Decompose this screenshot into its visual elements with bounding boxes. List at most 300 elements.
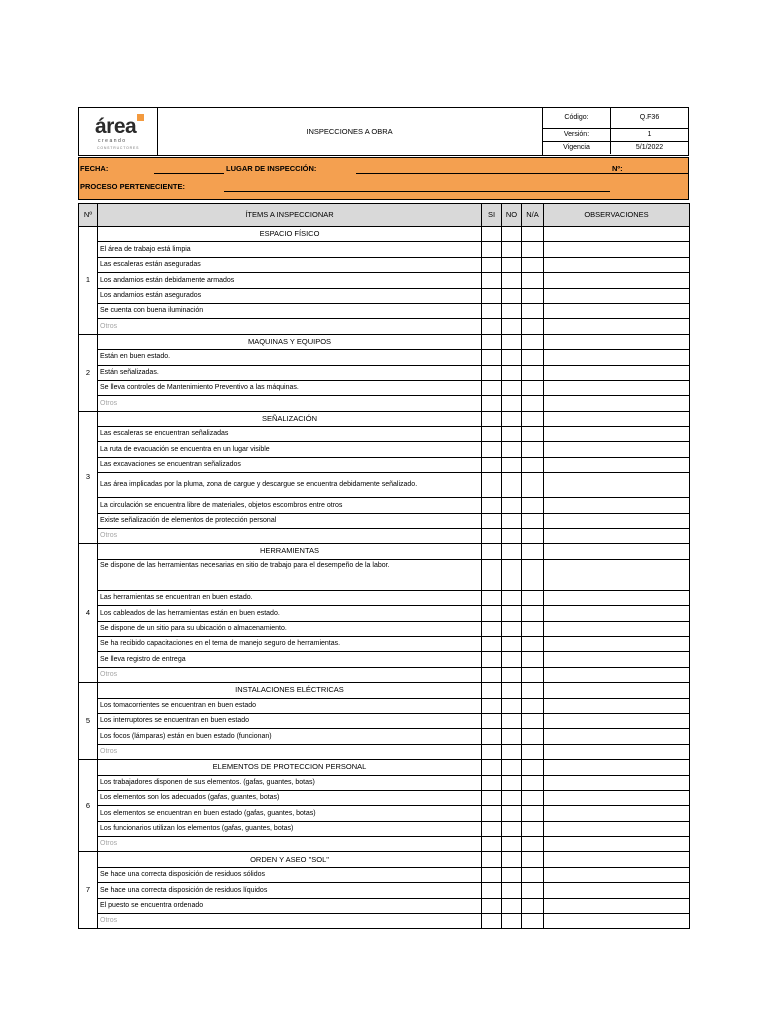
table-row xyxy=(79,442,690,457)
table-row xyxy=(79,713,690,728)
item-text: Están en buen estado. xyxy=(98,350,482,365)
na-cell[interactable] xyxy=(522,852,544,867)
si-cell[interactable] xyxy=(482,227,502,242)
na-cell[interactable] xyxy=(522,442,544,457)
no-cell[interactable] xyxy=(502,821,522,836)
logo-wordmark: área xyxy=(95,115,137,138)
table-row xyxy=(79,242,690,257)
table-row xyxy=(79,273,690,288)
obs-cell[interactable] xyxy=(544,427,690,442)
item-text: Las área implicadas por la pluma, zona de cargue y descargue se encuentra debidamente señalizado. xyxy=(98,473,482,498)
no-cell[interactable] xyxy=(502,442,522,457)
item-text: Se hace una correcta disposición de residuos líquidos xyxy=(98,883,482,898)
section-title: MAQUINAS Y EQUIPOS xyxy=(98,334,482,349)
otros-row xyxy=(79,396,690,411)
table-row xyxy=(79,652,690,667)
logo-subtitle: CONSTRUCTORES xyxy=(97,146,140,150)
item-text: Se dispone de un sitio para su ubicación o almacenamiento. xyxy=(98,621,482,636)
si-cell[interactable] xyxy=(482,775,502,790)
obs-cell[interactable] xyxy=(544,227,690,242)
si-cell[interactable] xyxy=(482,914,502,929)
si-cell[interactable] xyxy=(482,713,502,728)
obs-cell[interactable] xyxy=(544,898,690,913)
item-text: Se lleva controles de Mantenimiento Preventivo a las máquinas. xyxy=(98,380,482,395)
obs-cell[interactable] xyxy=(544,806,690,821)
si-cell[interactable] xyxy=(482,411,502,426)
col-header-items: ÍTEMS A INSPECCIONAR xyxy=(98,204,482,227)
no-cell[interactable] xyxy=(502,914,522,929)
na-cell[interactable] xyxy=(522,698,544,713)
no-cell[interactable] xyxy=(502,775,522,790)
item-text: Las herramientas se encuentran en buen estado. xyxy=(98,590,482,605)
table-row xyxy=(79,636,690,651)
table-row xyxy=(79,606,690,621)
si-cell[interactable] xyxy=(482,698,502,713)
obs-cell[interactable] xyxy=(544,837,690,852)
si-cell[interactable] xyxy=(482,303,502,318)
no-cell[interactable] xyxy=(502,365,522,380)
si-cell[interactable] xyxy=(482,242,502,257)
si-cell[interactable] xyxy=(482,883,502,898)
item-text: La ruta de evacuación se encuentra en un lugar visible xyxy=(98,442,482,457)
obs-cell[interactable] xyxy=(544,852,690,867)
na-cell[interactable] xyxy=(522,544,544,559)
na-cell[interactable] xyxy=(522,898,544,913)
logo-tagline: creando xyxy=(98,138,127,144)
item-text: Se dispone de las herramientas necesarias en sitio de trabajo para el desempeño de la labor. xyxy=(98,559,482,590)
no-cell[interactable] xyxy=(502,852,522,867)
section-title: ELEMENTOS DE PROTECCION PERSONAL xyxy=(98,760,482,775)
si-cell[interactable] xyxy=(482,621,502,636)
table-row xyxy=(79,883,690,898)
na-cell[interactable] xyxy=(522,652,544,667)
otros-text: Otros xyxy=(98,319,482,334)
item-text: Las excavaciones se encuentran señalizados xyxy=(98,457,482,472)
otros-text: Otros xyxy=(98,396,482,411)
na-cell[interactable] xyxy=(522,806,544,821)
meta-code-row xyxy=(543,108,688,129)
no-cell[interactable] xyxy=(502,898,522,913)
no-cell[interactable] xyxy=(502,883,522,898)
si-cell[interactable] xyxy=(482,396,502,411)
no-cell[interactable] xyxy=(502,242,522,257)
obs-cell[interactable] xyxy=(544,652,690,667)
no-cell[interactable] xyxy=(502,350,522,365)
no-cell[interactable] xyxy=(502,427,522,442)
no-cell[interactable] xyxy=(502,806,522,821)
si-cell[interactable] xyxy=(482,683,502,698)
na-cell[interactable] xyxy=(522,227,544,242)
si-cell[interactable] xyxy=(482,867,502,882)
si-cell[interactable] xyxy=(482,544,502,559)
otros-text: Otros xyxy=(98,529,482,544)
section-row xyxy=(79,760,690,775)
section-title: ORDEN Y ASEO "SOL" xyxy=(98,852,482,867)
proceso-field[interactable] xyxy=(224,191,610,192)
na-cell[interactable] xyxy=(522,590,544,605)
no-cell[interactable] xyxy=(502,273,522,288)
na-cell[interactable] xyxy=(522,867,544,882)
otros-text: Otros xyxy=(98,744,482,759)
obs-cell[interactable] xyxy=(544,319,690,334)
si-cell[interactable] xyxy=(482,636,502,651)
meta-version-label: Versión: xyxy=(543,129,611,141)
na-cell[interactable] xyxy=(522,365,544,380)
obs-cell[interactable] xyxy=(544,442,690,457)
obs-cell[interactable] xyxy=(544,544,690,559)
table-row xyxy=(79,867,690,882)
no-cell[interactable] xyxy=(502,380,522,395)
section-number: 6 xyxy=(79,760,98,852)
obs-cell[interactable] xyxy=(544,698,690,713)
section-number: 2 xyxy=(79,334,98,411)
table-row xyxy=(79,303,690,318)
na-cell[interactable] xyxy=(522,821,544,836)
no-cell[interactable] xyxy=(502,257,522,272)
na-cell[interactable] xyxy=(522,396,544,411)
table-row xyxy=(79,257,690,272)
no-cell[interactable] xyxy=(502,590,522,605)
no-cell[interactable] xyxy=(502,473,522,498)
table-row xyxy=(79,698,690,713)
na-cell[interactable] xyxy=(522,473,544,498)
na-cell[interactable] xyxy=(522,273,544,288)
item-text: La circulación se encuentra libre de materiales, objetos escombros entre otros xyxy=(98,498,482,513)
si-cell[interactable] xyxy=(482,319,502,334)
na-cell[interactable] xyxy=(522,683,544,698)
obs-cell[interactable] xyxy=(544,303,690,318)
obs-cell[interactable] xyxy=(544,457,690,472)
na-cell[interactable] xyxy=(522,667,544,682)
table-row xyxy=(79,729,690,744)
na-cell[interactable] xyxy=(522,457,544,472)
table-row xyxy=(79,775,690,790)
section-number: 3 xyxy=(79,411,98,544)
no-cell[interactable] xyxy=(502,867,522,882)
obs-cell[interactable] xyxy=(544,760,690,775)
si-cell[interactable] xyxy=(482,457,502,472)
table-row xyxy=(79,898,690,913)
otros-row xyxy=(79,837,690,852)
obs-cell[interactable] xyxy=(544,636,690,651)
si-cell[interactable] xyxy=(482,852,502,867)
obs-cell[interactable] xyxy=(544,729,690,744)
lugar-field[interactable] xyxy=(356,173,676,174)
obs-cell[interactable] xyxy=(544,411,690,426)
obs-cell[interactable] xyxy=(544,683,690,698)
si-cell[interactable] xyxy=(482,257,502,272)
otros-row xyxy=(79,529,690,544)
col-header-si: SI xyxy=(482,204,502,227)
obs-cell[interactable] xyxy=(544,559,690,590)
col-header-no: NO xyxy=(502,204,522,227)
item-text: Existe señalización de elementos de protección personal xyxy=(98,513,482,528)
si-cell[interactable] xyxy=(482,473,502,498)
na-cell[interactable] xyxy=(522,837,544,852)
otros-row xyxy=(79,319,690,334)
section-row xyxy=(79,227,690,242)
no-cell[interactable] xyxy=(502,498,522,513)
table-row xyxy=(79,821,690,836)
obs-cell[interactable] xyxy=(544,883,690,898)
no-cell[interactable] xyxy=(502,411,522,426)
obs-cell[interactable] xyxy=(544,713,690,728)
item-text: Los interruptores se encuentran en buen estado xyxy=(98,713,482,728)
fecha-label: FECHA: xyxy=(80,164,109,173)
obs-cell[interactable] xyxy=(544,396,690,411)
no-cell[interactable] xyxy=(502,396,522,411)
no-cell[interactable] xyxy=(502,559,522,590)
na-cell[interactable] xyxy=(522,513,544,528)
item-text: Los cableados de las herramientas están en buen estado. xyxy=(98,606,482,621)
si-cell[interactable] xyxy=(482,898,502,913)
section-number: 1 xyxy=(79,227,98,335)
si-cell[interactable] xyxy=(482,529,502,544)
obs-cell[interactable] xyxy=(544,606,690,621)
no-cell[interactable] xyxy=(502,837,522,852)
meta-code-value: Q.F36 xyxy=(639,114,660,121)
item-text: Los funcionarios utilizan los elementos (gafas, guantes, botas) xyxy=(98,821,482,836)
table-header-row xyxy=(79,204,690,227)
item-text: Los andamios están debidamente armados xyxy=(98,273,482,288)
obs-cell[interactable] xyxy=(544,273,690,288)
obs-cell[interactable] xyxy=(544,667,690,682)
obs-cell[interactable] xyxy=(544,590,690,605)
item-text: Los trabajadores disponen de sus elementos. (gafas, guantes, botas) xyxy=(98,775,482,790)
table-row xyxy=(79,513,690,528)
section-title: INSTALACIONES ELÉCTRICAS xyxy=(98,683,482,698)
item-text: Los focos (lámparas) están en buen estado (funcionan) xyxy=(98,729,482,744)
na-cell[interactable] xyxy=(522,257,544,272)
na-cell[interactable] xyxy=(522,319,544,334)
obs-cell[interactable] xyxy=(544,498,690,513)
na-cell[interactable] xyxy=(522,242,544,257)
obs-cell[interactable] xyxy=(544,867,690,882)
no-cell[interactable] xyxy=(502,744,522,759)
table-row xyxy=(79,288,690,303)
item-text: Los tomacorrientes se encuentran en buen estado xyxy=(98,698,482,713)
na-cell[interactable] xyxy=(522,914,544,929)
na-cell[interactable] xyxy=(522,744,544,759)
table-row xyxy=(79,380,690,395)
item-text: Los andamios están asegurados xyxy=(98,288,482,303)
obs-cell[interactable] xyxy=(544,473,690,498)
table-row xyxy=(79,559,690,590)
otros-row xyxy=(79,914,690,929)
si-cell[interactable] xyxy=(482,590,502,605)
table-row xyxy=(79,806,690,821)
na-cell[interactable] xyxy=(522,380,544,395)
section-row xyxy=(79,852,690,867)
section-title: ESPACIO FÍSICO xyxy=(98,227,482,242)
na-cell[interactable] xyxy=(522,606,544,621)
no-cell[interactable] xyxy=(502,227,522,242)
obs-cell[interactable] xyxy=(544,529,690,544)
otros-text: Otros xyxy=(98,914,482,929)
no-cell[interactable] xyxy=(502,457,522,472)
form-header xyxy=(78,107,689,156)
section-title: SEÑALIZACIÓN xyxy=(98,411,482,426)
section-row xyxy=(79,411,690,426)
col-header-obs: OBSERVACIONES xyxy=(544,204,690,227)
item-text: Las escaleras se encuentran señalizadas xyxy=(98,427,482,442)
si-cell[interactable] xyxy=(482,729,502,744)
obs-cell[interactable] xyxy=(544,257,690,272)
item-text: Se cuenta con buena iluminación xyxy=(98,303,482,318)
no-cell[interactable] xyxy=(502,621,522,636)
si-cell[interactable] xyxy=(482,288,502,303)
table-row xyxy=(79,621,690,636)
no-cell[interactable] xyxy=(502,790,522,805)
na-cell[interactable] xyxy=(522,760,544,775)
section-number: 7 xyxy=(79,852,98,929)
item-text: El puesto se encuentra ordenado xyxy=(98,898,482,913)
obs-cell[interactable] xyxy=(544,790,690,805)
si-cell[interactable] xyxy=(482,350,502,365)
table-row xyxy=(79,365,690,380)
item-text: Los elementos se encuentran en buen estado (gafas, guantes, botas) xyxy=(98,806,482,821)
otros-text: Otros xyxy=(98,837,482,852)
obs-cell[interactable] xyxy=(544,350,690,365)
si-cell[interactable] xyxy=(482,806,502,821)
si-cell[interactable] xyxy=(482,380,502,395)
otros-row xyxy=(79,744,690,759)
obs-cell[interactable] xyxy=(544,288,690,303)
numero-label: Nº: xyxy=(612,164,623,173)
na-cell[interactable] xyxy=(522,713,544,728)
meta-validity-value: 5/1/2022 xyxy=(635,144,664,151)
si-cell[interactable] xyxy=(482,273,502,288)
no-cell[interactable] xyxy=(502,544,522,559)
si-cell[interactable] xyxy=(482,760,502,775)
na-cell[interactable] xyxy=(522,775,544,790)
no-cell[interactable] xyxy=(502,667,522,682)
table-row xyxy=(79,457,690,472)
si-cell[interactable] xyxy=(482,606,502,621)
info-band xyxy=(78,157,689,200)
company-logo xyxy=(93,113,149,151)
si-cell[interactable] xyxy=(482,334,502,349)
item-text: Se lleva registro de entrega xyxy=(98,652,482,667)
si-cell[interactable] xyxy=(482,498,502,513)
na-cell[interactable] xyxy=(522,529,544,544)
na-cell[interactable] xyxy=(522,288,544,303)
no-cell[interactable] xyxy=(502,319,522,334)
obs-cell[interactable] xyxy=(544,621,690,636)
document-meta xyxy=(543,108,688,155)
checklist-table xyxy=(78,203,690,929)
na-cell[interactable] xyxy=(522,790,544,805)
obs-cell[interactable] xyxy=(544,513,690,528)
no-cell[interactable] xyxy=(502,334,522,349)
item-text: Las escaleras están aseguradas xyxy=(98,257,482,272)
item-text: Se ha recibido capacitaciones en el tema de manejo seguro de herramientas. xyxy=(98,636,482,651)
obs-cell[interactable] xyxy=(544,334,690,349)
obs-cell[interactable] xyxy=(544,365,690,380)
section-number: 5 xyxy=(79,683,98,760)
na-cell[interactable] xyxy=(522,621,544,636)
meta-validity-row xyxy=(543,142,688,154)
obs-cell[interactable] xyxy=(544,242,690,257)
na-cell[interactable] xyxy=(522,498,544,513)
table-row xyxy=(79,473,690,498)
no-cell[interactable] xyxy=(502,698,522,713)
meta-validity-label: Vigencia xyxy=(543,142,611,154)
si-cell[interactable] xyxy=(482,365,502,380)
no-cell[interactable] xyxy=(502,529,522,544)
obs-cell[interactable] xyxy=(544,914,690,929)
si-cell[interactable] xyxy=(482,513,502,528)
fecha-field[interactable] xyxy=(154,173,224,174)
no-cell[interactable] xyxy=(502,713,522,728)
no-cell[interactable] xyxy=(502,652,522,667)
si-cell[interactable] xyxy=(482,427,502,442)
obs-cell[interactable] xyxy=(544,821,690,836)
na-cell[interactable] xyxy=(522,411,544,426)
si-cell[interactable] xyxy=(482,559,502,590)
na-cell[interactable] xyxy=(522,350,544,365)
na-cell[interactable] xyxy=(522,427,544,442)
si-cell[interactable] xyxy=(482,821,502,836)
na-cell[interactable] xyxy=(522,303,544,318)
section-title: HERRAMIENTAS xyxy=(98,544,482,559)
no-cell[interactable] xyxy=(502,606,522,621)
logo-accent-square xyxy=(137,114,144,121)
na-cell[interactable] xyxy=(522,559,544,590)
si-cell[interactable] xyxy=(482,442,502,457)
item-text: El área de trabajo está limpia xyxy=(98,242,482,257)
inspection-form xyxy=(78,107,689,929)
si-cell[interactable] xyxy=(482,790,502,805)
no-cell[interactable] xyxy=(502,513,522,528)
item-text: Los elementos son los adecuados (gafas, guantes, botas) xyxy=(98,790,482,805)
obs-cell[interactable] xyxy=(544,775,690,790)
table-row xyxy=(79,590,690,605)
si-cell[interactable] xyxy=(482,652,502,667)
form-title: INSPECCIONES A OBRA xyxy=(157,108,543,155)
no-cell[interactable] xyxy=(502,288,522,303)
no-cell[interactable] xyxy=(502,729,522,744)
logo-cell xyxy=(79,108,158,155)
item-text: Están señalizadas. xyxy=(98,365,482,380)
obs-cell[interactable] xyxy=(544,380,690,395)
lugar-label: LUGAR DE INSPECCIÓN: xyxy=(226,164,317,173)
numero-field[interactable] xyxy=(636,173,688,174)
si-cell[interactable] xyxy=(482,667,502,682)
obs-cell[interactable] xyxy=(544,744,690,759)
no-cell[interactable] xyxy=(502,760,522,775)
no-cell[interactable] xyxy=(502,636,522,651)
na-cell[interactable] xyxy=(522,334,544,349)
col-header-na: N/A xyxy=(522,204,544,227)
meta-code-label: Código: xyxy=(543,108,611,128)
meta-version-row xyxy=(543,129,688,142)
na-cell[interactable] xyxy=(522,636,544,651)
na-cell[interactable] xyxy=(522,729,544,744)
table-row xyxy=(79,498,690,513)
no-cell[interactable] xyxy=(502,683,522,698)
otros-text: Otros xyxy=(98,667,482,682)
section-row xyxy=(79,334,690,349)
no-cell[interactable] xyxy=(502,303,522,318)
section-row xyxy=(79,683,690,698)
na-cell[interactable] xyxy=(522,883,544,898)
meta-version-value: 1 xyxy=(647,131,652,138)
section-number: 4 xyxy=(79,544,98,683)
si-cell[interactable] xyxy=(482,837,502,852)
si-cell[interactable] xyxy=(482,744,502,759)
proceso-label: PROCESO PERTENECIENTE: xyxy=(80,182,186,191)
